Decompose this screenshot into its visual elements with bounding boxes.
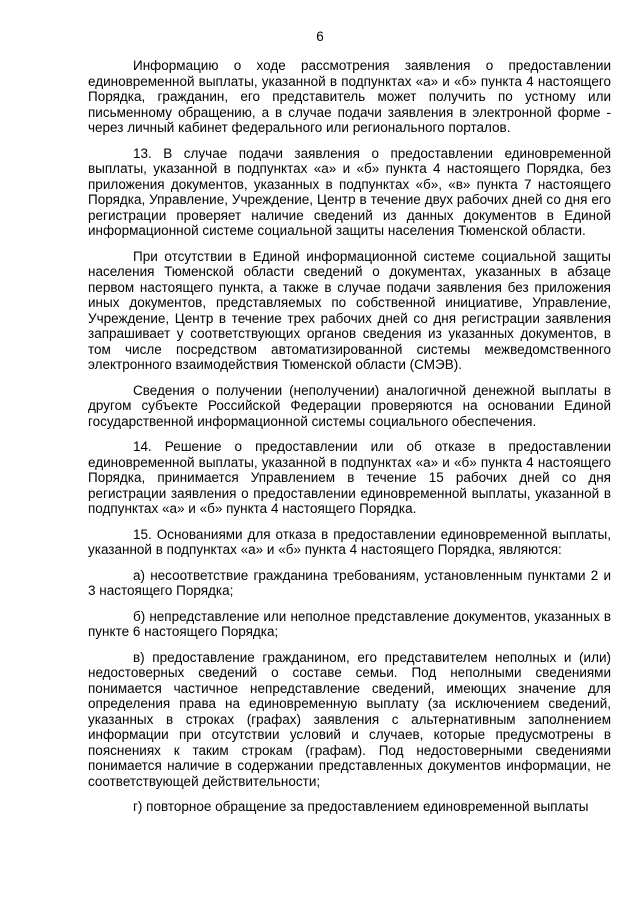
paragraph-clause-15-b: б) непредставление или неполное представление документов, указанных в пункте 6 настоящего Порядка; [88, 608, 611, 639]
paragraph-clause-15-a: а) несоответствие гражданина требованиям, установленным пунктами 2 и 3 настоящего Порядка; [88, 567, 611, 598]
paragraph-clause-13-other-region: Сведения о получении (неполучении) аналогичной денежной выплаты в другом субъекте Российской Федерации проверяются на основании Единой государственной информационной системы социального обеспечения. [88, 382, 611, 429]
paragraph-clause-15: 15. Основаниями для отказа в предоставлении единовременной выплаты, указанной в подпунктах «а» и «б» пункта 4 настоящего Порядка, являются: [88, 526, 611, 557]
document-body [88, 58, 611, 825]
paragraph-clause-14: 14. Решение о предоставлении или об отказе в предоставлении единовременной выплаты, указанной в подпунктах «а» и «б» пункта 4 настоящего Порядка, принимается Управлением в течение 15 рабочих дней со дня регистрации заявления о предоставлении единовременной выплаты, указанной в подпунктах «а» и «б» пункта 4 настоящего Порядка. [88, 439, 611, 516]
paragraph-application-status-info: Информацию о ходе рассмотрения заявления о предоставлении единовременной выплаты, указанной в подпунктах «а» и «б» пункта 4 настоящего Порядка, гражданин, его представитель может получить по устному или письменному обращению, а в случае подачи заявления в электронной форме - через личный кабинет федерального или регионального порталов. [88, 58, 611, 135]
paragraph-clause-15-g: г) повторное обращение за предоставлением единовременной выплаты [133, 799, 589, 814]
paragraph-clause-15-v: в) предоставление гражданином, его представителем неполных и (или) недостоверных сведений о составе семьи. Под неполными сведениями понимается частичное непредставление сведений, имеющих значение для определения права на единовременную выплату (за исключением сведений, указанных в строках (графах) заявления с альтернативным заполнением информации при отсутствии условий и случаев, которые предусмотрены в пояснениях к таким строкам (графам). Под недостоверными сведениями понимается наличие в содержании представленных документов информации, не соответствующей действительности; [88, 649, 611, 789]
paragraph-clause-13-absence: При отсутствии в Единой информационной системе социальной защиты населения Тюменской области сведений о документах, указанных в абзаце первом настоящего пункта, а также в случае подачи заявления без приложения иных документов, представляемых по собственной инициативе, Управление, Учреждение, Центр в течение трех рабочих дней со дня регистрации заявления запрашивает у соответствующих органов сведения из указанных документов, в том числе посредством автоматизированной системы межведомственного электронного взаимодействия Тюменской области (СМЭВ). [88, 248, 611, 372]
page-number: 6 [316, 29, 324, 44]
paragraph-clause-13: 13. В случае подачи заявления о предоставлении единовременной выплаты, указанной в подпунктах «а» и «б» пункта 4 настоящего Порядка, без приложения документов, указанных в подпунктах «б», «в» пункта 7 настоящего Порядка, Управление, Учреждение, Центр в течение двух рабочих дней со дня его регистрации проверяет наличие сведений из данных документов в Единой информационной системе социальной защиты населения Тюменской области. [88, 145, 611, 238]
